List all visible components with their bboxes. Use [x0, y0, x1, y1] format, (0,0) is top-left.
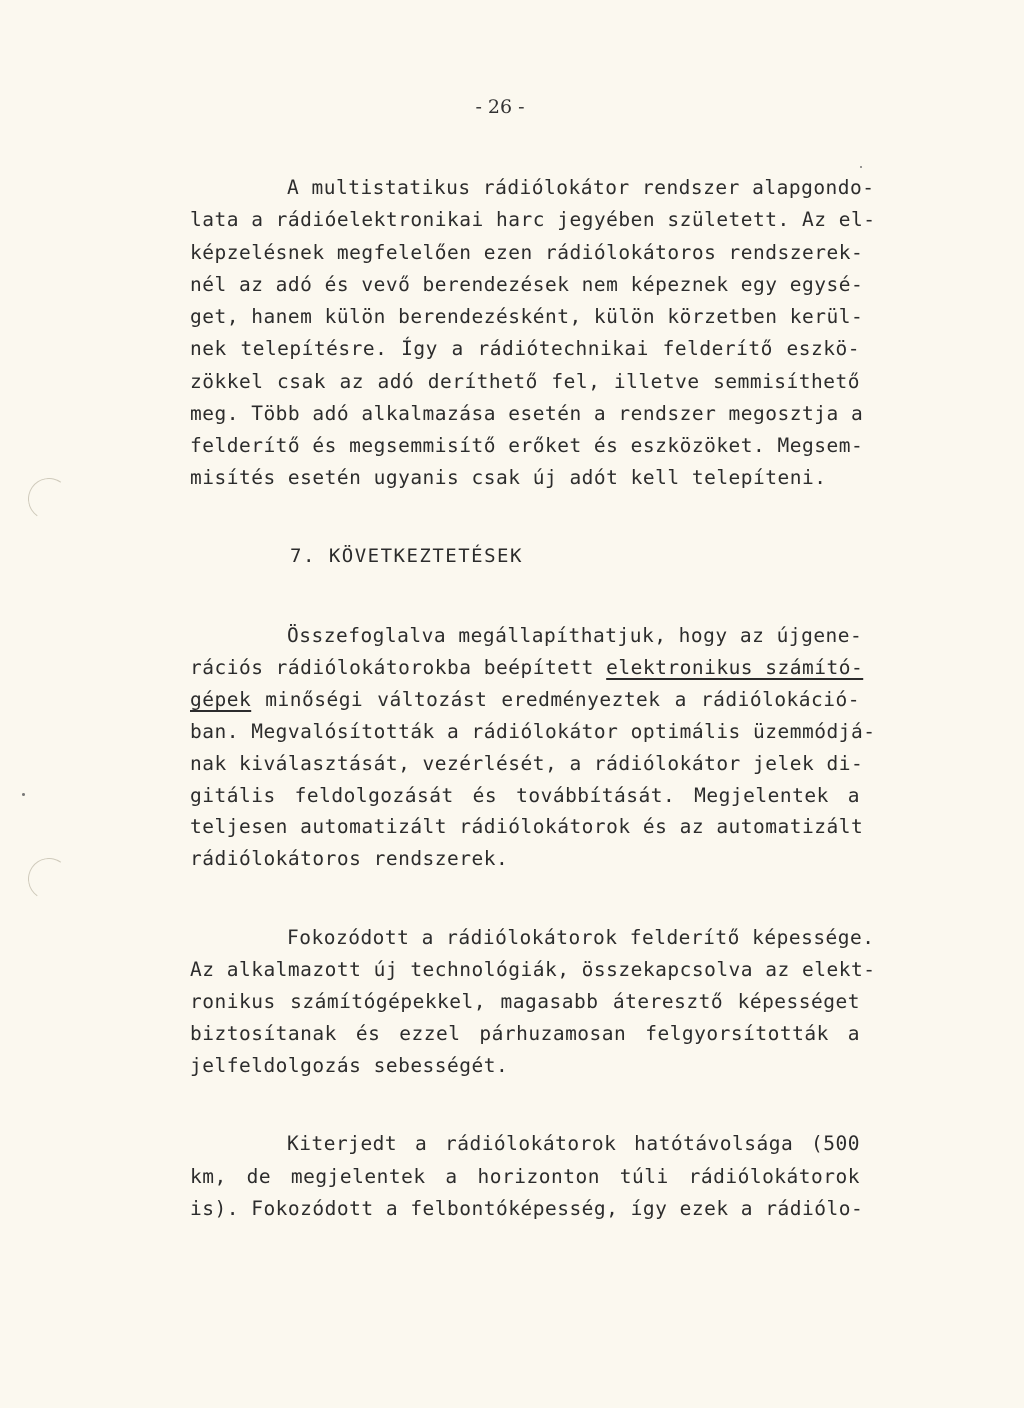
- punch-hole-mark: [25, 475, 74, 524]
- text-line: képzelésnek megfelelően ezen rádiólokátoros rendszerek-: [190, 241, 864, 264]
- scan-speck: [22, 793, 25, 796]
- text-line: zökkel csak az adó deríthető fel, illetve semmisíthető: [190, 370, 860, 393]
- text-line: Fokozódott a rádiólokátorok felderítő képessége.: [287, 926, 875, 949]
- text-line: Összefoglalva megállapíthatjuk, hogy az újgene-: [287, 624, 863, 647]
- text-line: nél az adó és vevő berendezések nem képeznek egy egysé-: [190, 273, 864, 296]
- page-number: - 26 -: [475, 96, 525, 118]
- text-line: Az alkalmazott új technológiák, összekapcsolva az elekt-: [190, 958, 876, 981]
- text-line: A multistatikus rádiólokátor rendszer alapgondo-: [287, 176, 875, 199]
- text-line: felderítő és megsemmisítő erőket és eszközöket. Megsem-: [190, 434, 864, 457]
- text-line: ronikus számítógépekkel, magasabb áteresztő képességet: [190, 990, 860, 1013]
- text-line: rádiólokátoros rendszerek.: [190, 847, 509, 870]
- text-line: misítés esetén ugyanis csak új adót kell telepíteni.: [190, 466, 827, 489]
- text-line: get, hanem külön berendezésként, külön körzetben kerül-: [190, 305, 864, 328]
- text-line: Kiterjedt a rádiólokátorok hatótávolsága (500: [287, 1132, 860, 1155]
- text-segment: rációs rádiólokátorokba beépített: [190, 656, 607, 679]
- underlined-term: elektronikus számító-: [606, 656, 864, 679]
- text-line: [190, 652, 864, 684]
- text-line: jelfeldolgozás sebességét.: [190, 1054, 509, 1077]
- text-line: gitális feldolgozását és továbbítását. Megjelentek a: [190, 784, 860, 807]
- text-line: nak kiválasztását, vezérlését, a rádiólokátor jelek di-: [190, 752, 864, 775]
- text-line: biztosítanak és ezzel párhuzamosan felgyorsították a: [190, 1022, 860, 1045]
- text-line: lata a rádióelektronikai harc jegyében született. Az el-: [190, 208, 876, 231]
- text-line: ban. Megvalósították a rádiólokátor optimális üzemmódjá-: [190, 720, 876, 743]
- punch-hole-mark: [25, 855, 74, 904]
- text-line: [190, 684, 860, 716]
- text-line: nek telepítésre. Így a rádiótechnikai felderítő eszkö-: [190, 337, 860, 360]
- section-heading: 7. KÖVETKEZTETÉSEK: [290, 545, 523, 567]
- scan-speck: [860, 166, 862, 168]
- text-line: teljesen automatizált rádiólokátorok és az automatizált: [190, 815, 864, 838]
- text-line: is). Fokozódott a felbontóképesség, így ezek a rádiólo-: [190, 1197, 864, 1220]
- text-line: km, de megjelentek a horizonton túli rádiólokátorok: [190, 1165, 860, 1188]
- text-segment: minőségi változást eredményeztek a rádiólokáció-: [251, 688, 860, 711]
- underlined-term: gépek: [190, 688, 252, 711]
- text-line: meg. Több adó alkalmazása esetén a rendszer megosztja a: [190, 402, 864, 425]
